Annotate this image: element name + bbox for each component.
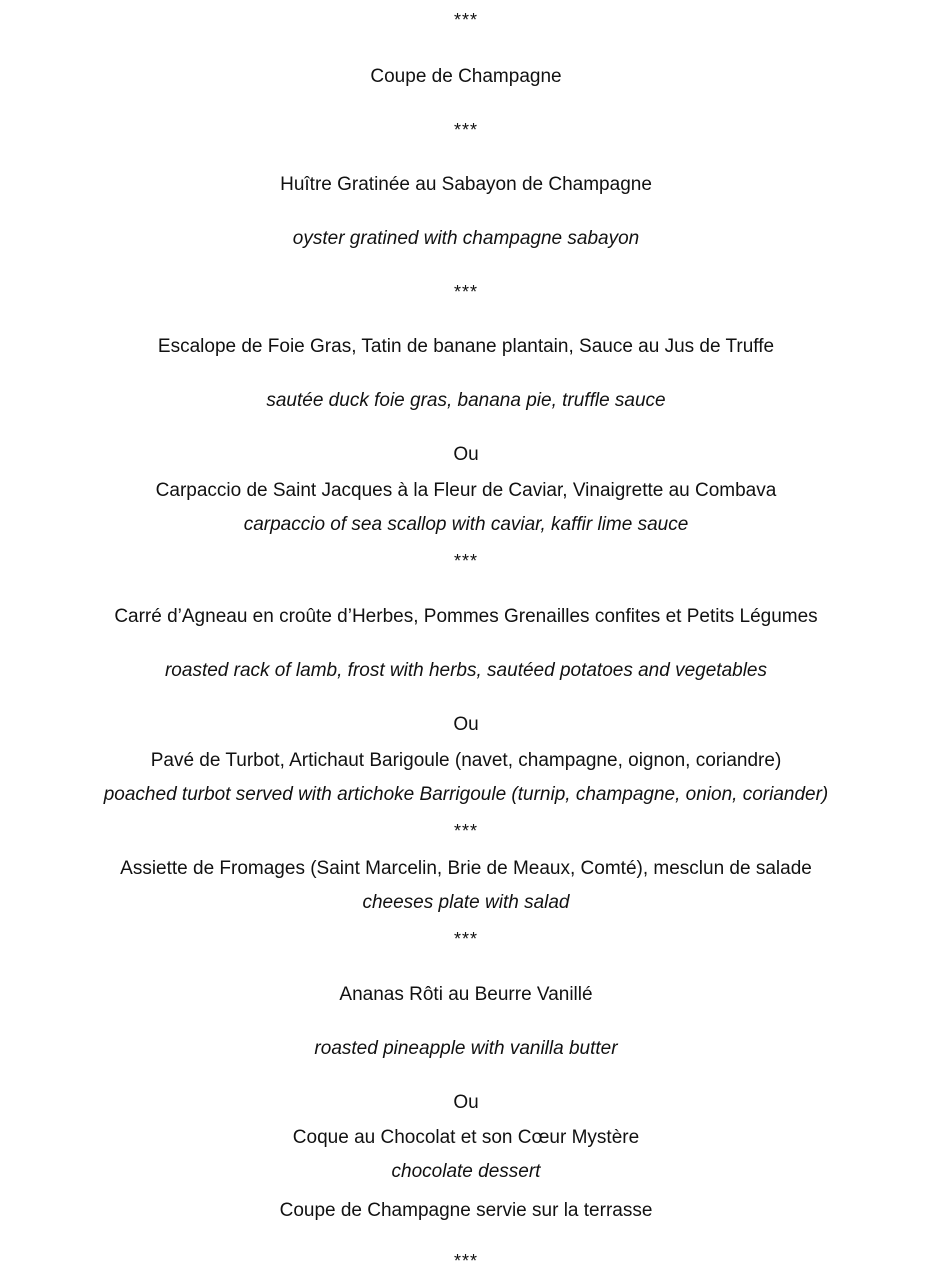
- separator: ***: [453, 1251, 478, 1271]
- separator: ***: [453, 120, 478, 140]
- or-divider: Ou: [453, 1092, 479, 1113]
- menu-item-french: Coque au Chocolat et son Cœur Mystère: [292, 1127, 640, 1148]
- menu-item-english: roasted rack of lamb, frost with herbs, sautéed potatoes and vegetables: [164, 660, 768, 681]
- menu-item-english: cheeses plate with salad: [362, 892, 570, 913]
- menu-item-english: poached turbot served with artichoke Barrigoule (turnip, champagne, onion, coriander): [103, 784, 829, 805]
- or-divider: Ou: [453, 444, 479, 465]
- menu-item-french: Carré d’Agneau en croûte d’Herbes, Pommes Grenailles confites et Petits Légumes: [114, 606, 818, 627]
- menu-item-english: sautée duck foie gras, banana pie, truffle sauce: [266, 390, 666, 411]
- menu-item-english: oyster gratined with champagne sabayon: [292, 228, 640, 249]
- separator: ***: [453, 821, 478, 841]
- menu-item-french: Pavé de Turbot, Artichaut Barigoule (navet, champagne, oignon, coriandre): [150, 750, 782, 771]
- separator: ***: [453, 551, 478, 571]
- menu-item-french: Escalope de Foie Gras, Tatin de banane plantain, Sauce au Jus de Truffe: [157, 336, 775, 357]
- separator: ***: [453, 282, 478, 302]
- menu-item-french: Carpaccio de Saint Jacques à la Fleur de Caviar, Vinaigrette au Combava: [155, 480, 777, 501]
- separator: ***: [453, 929, 478, 949]
- menu-item-french: Coupe de Champagne servie sur la terrasse: [279, 1200, 653, 1221]
- menu-item-english: carpaccio of sea scallop with caviar, kaffir lime sauce: [243, 514, 689, 535]
- or-divider: Ou: [453, 714, 479, 735]
- menu-item-french: Huître Gratinée au Sabayon de Champagne: [280, 174, 652, 195]
- separator: ***: [453, 10, 478, 30]
- menu-item-french: Ananas Rôti au Beurre Vanillé: [339, 984, 593, 1005]
- menu-item-english: chocolate dessert: [391, 1161, 541, 1182]
- menu-item-french: Coupe de Champagne: [370, 66, 562, 87]
- menu-item-english: roasted pineapple with vanilla butter: [314, 1038, 618, 1059]
- menu-item-french: Assiette de Fromages (Saint Marcelin, Brie de Meaux, Comté), mesclun de salade: [120, 858, 812, 879]
